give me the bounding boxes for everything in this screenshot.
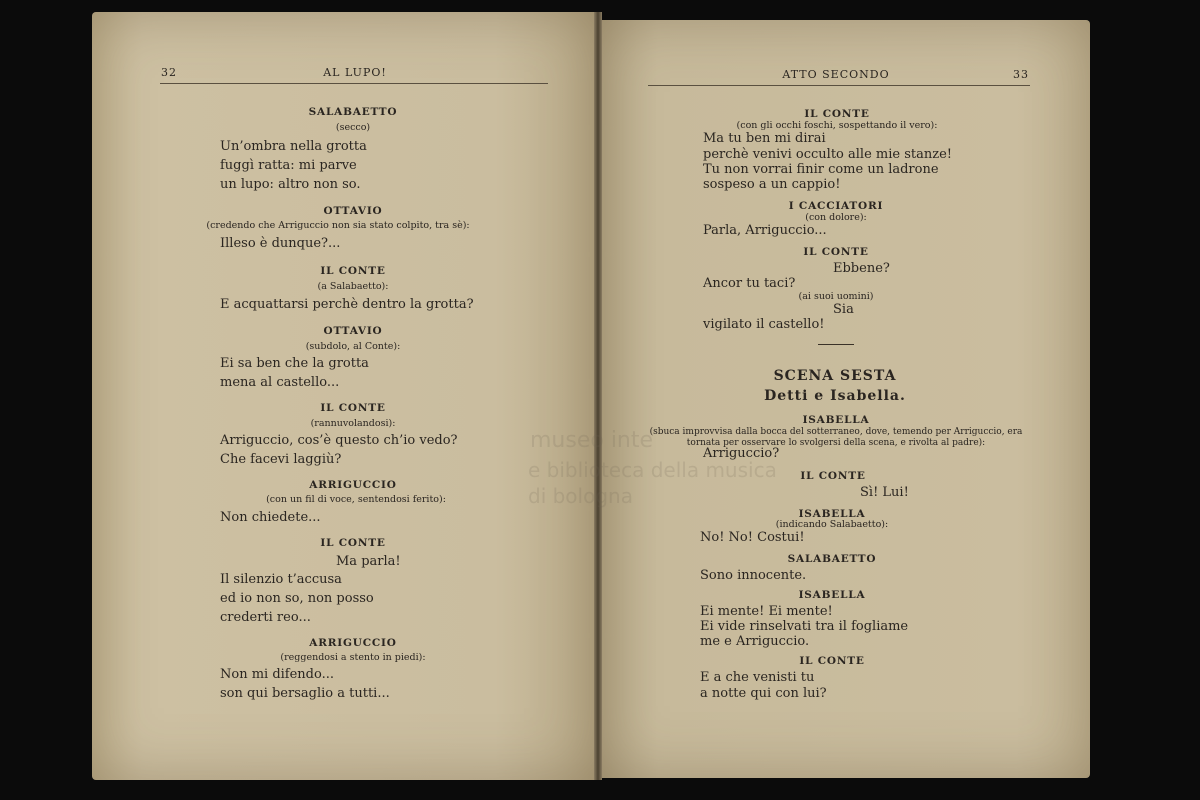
- stage-direction: (con dolore):: [805, 212, 867, 223]
- verse-line: Ei vide rinselvati tra il fogliame: [700, 619, 909, 634]
- header-rule-left: [160, 83, 548, 84]
- stage-direction: (secco): [335, 122, 371, 133]
- verse-line: Parla, Arriguccio...: [703, 223, 827, 238]
- verse-line: Ma parla!: [336, 554, 401, 569]
- stage-direction: (ai suoi uomini): [798, 291, 874, 302]
- verse-line: mena al castello...: [220, 375, 340, 390]
- speaker-name: IL CONTE: [800, 470, 866, 482]
- verse-line: Arriguccio, cos’è questo ch’io vedo?: [220, 433, 458, 448]
- speaker-name: IL CONTE: [320, 265, 386, 277]
- book-gutter: [594, 12, 602, 780]
- watermark: di bologna: [528, 484, 633, 508]
- scene-divider: [818, 344, 854, 345]
- verse-line: No! No! Costui!: [700, 530, 805, 545]
- verse-line: vigilato il castello!: [703, 317, 825, 332]
- header-rule-right: [648, 85, 1030, 86]
- stage-direction: (subdolo, al Conte):: [305, 341, 401, 352]
- verse-line: Ma tu ben mi dirai: [703, 131, 826, 146]
- verse-line: Sì! Lui!: [860, 485, 909, 500]
- speaker-name: IL CONTE: [804, 108, 870, 120]
- scene-subtitle: Detti e Isabella.: [764, 388, 906, 404]
- verse-line: Ei mente! Ei mente!: [700, 604, 833, 619]
- speaker-name: OTTAVIO: [323, 205, 383, 217]
- stage-direction: (indicando Salabaetto):: [775, 519, 889, 530]
- speaker-name: ISABELLA: [798, 508, 866, 520]
- stage-direction: (credendo che Arriguccio non sia stato colpito, tra sè):: [206, 220, 470, 231]
- speaker-name: ISABELLA: [798, 589, 866, 601]
- speaker-name: SALABAETTO: [787, 553, 877, 565]
- speaker-name: ARRIGUCCIO: [309, 637, 397, 649]
- page-number-right: 33: [1013, 68, 1029, 81]
- verse-line: Il silenzio t’accusa: [220, 572, 342, 587]
- verse-line: Che facevi laggiù?: [220, 452, 342, 467]
- speaker-name: ISABELLA: [802, 414, 870, 426]
- verse-line: Sono innocente.: [700, 568, 807, 583]
- watermark: e biblioteca della musica: [528, 458, 777, 482]
- verse-line: sospeso a un cappio!: [703, 177, 841, 192]
- speaker-name: OTTAVIO: [323, 325, 383, 337]
- verse-line: crederti reo...: [220, 610, 311, 625]
- speaker-name: IL CONTE: [803, 246, 869, 258]
- verse-line: me e Arriguccio.: [700, 634, 810, 649]
- speaker-name: I CACCIATORI: [788, 200, 884, 212]
- verse-line: E acquattarsi perchè dentro la grotta?: [220, 297, 474, 312]
- speaker-name: SALABAETTO: [308, 106, 398, 118]
- speaker-name: IL CONTE: [320, 537, 386, 549]
- verse-line: Ancor tu taci?: [703, 276, 796, 291]
- verse-line: Arriguccio?: [703, 446, 780, 461]
- verse-line: Ebbene?: [833, 261, 890, 276]
- verse-line: fuggì ratta: mi parve: [220, 158, 357, 173]
- verse-line: un lupo: altro non so.: [220, 177, 361, 192]
- verse-line: Illeso è dunque?...: [220, 236, 341, 251]
- stage-direction: (con gli occhi foschi, sospettando il vero):: [736, 120, 938, 131]
- running-head-left: AL LUPO!: [323, 66, 387, 79]
- verse-line: ed io non so, non posso: [220, 591, 374, 606]
- verse-line: E a che venisti tu: [700, 670, 815, 685]
- speaker-name: IL CONTE: [320, 402, 386, 414]
- verse-line: Tu non vorrai finir come un ladrone: [703, 162, 939, 177]
- stage-direction: (con un fil di voce, sentendosi ferito):: [266, 494, 446, 505]
- stage-direction: (a Salabaetto):: [317, 281, 389, 292]
- stage-direction: (sbuca improvvisa dalla bocca del sotterraneo, dove, temendo per Arriguccio, era tornata per osservare lo svolgersi della scena, e rivolta al padre):: [649, 427, 1023, 448]
- verse-line: Ei sa ben che la grotta: [220, 356, 369, 371]
- stage-direction: (rannuvolandosi):: [310, 418, 396, 429]
- speaker-name: IL CONTE: [799, 655, 865, 667]
- scene-title: SCENA SESTA: [773, 368, 897, 384]
- page-number-left: 32: [161, 66, 177, 79]
- verse-line: perchè venivi occulto alle mie stanze!: [703, 147, 952, 162]
- verse-line: Sia: [833, 302, 854, 317]
- verse-line: Non mi difendo...: [220, 667, 334, 682]
- stage-direction: (reggendosi a stento in piedi):: [280, 652, 426, 663]
- verse-line: son qui bersaglio a tutti...: [220, 686, 390, 701]
- watermark: museo inte: [530, 428, 654, 453]
- verse-line: a notte qui con lui?: [700, 686, 827, 701]
- speaker-name: ARRIGUCCIO: [309, 479, 397, 491]
- running-head-right: ATTO SECONDO: [782, 68, 890, 81]
- verse-line: Non chiedete...: [220, 510, 321, 525]
- verse-line: Un’ombra nella grotta: [220, 139, 367, 154]
